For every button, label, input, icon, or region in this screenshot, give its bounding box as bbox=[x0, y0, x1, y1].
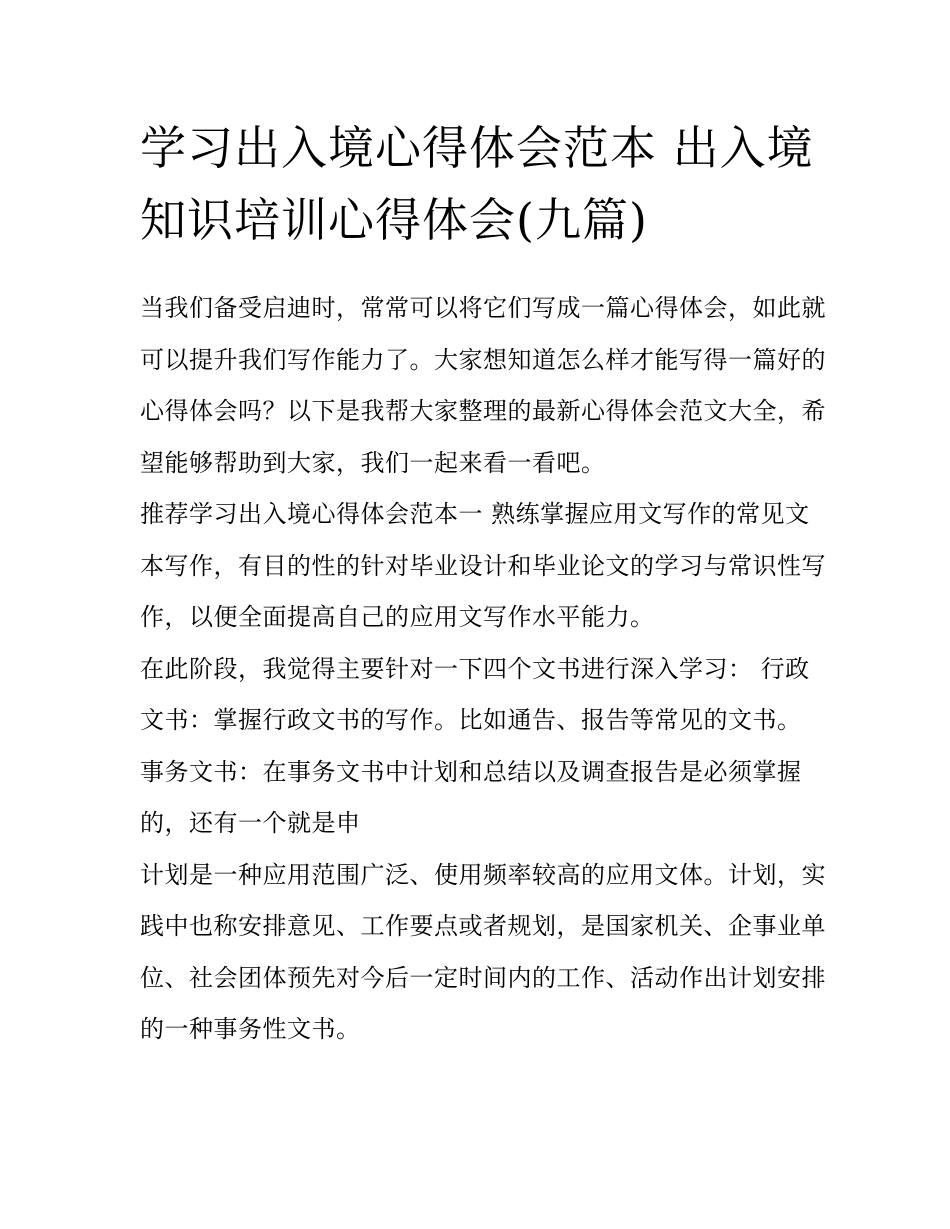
paragraph-stage: 在此阶段，我觉得主要针对一下四个文书进行深入学习： 行政文书：掌握行政文书的写作。比如通告、报告等常见的文书。 bbox=[140, 654, 810, 734]
document-body bbox=[140, 283, 830, 1056]
paragraph-plan: 计划是一种应用范围广泛、使用频率较高的应用文体。计划，实践中也称安排意见、工作要点或者规划，是国家机关、企事业单位、社会团体预先对今后一定时间内的工作、活动作出计划安排的一种事务性文书。 bbox=[140, 860, 826, 1043]
paragraph-affairs: 事务文书：在事务文书中计划和总结以及调查报告是必须掌握的，还有一个就是申 bbox=[140, 757, 802, 837]
paragraph-intro: 当我们备受启迪时，常常可以将它们写成一篇心得体会，如此就可以提升我们写作能力了。大家想知道怎么样才能写得一篇好的心得体会吗？以下是我帮大家整理的最新心得体会范文大全，希望能够帮助到大家，我们一起来看一看吧。 bbox=[140, 294, 826, 477]
paragraph-recommend: 推荐学习出入境心得体会范本一 熟练掌握应用文写作的常见文本写作，有目的性的针对毕业设计和毕业论文的学习与常识性写作，以便全面提高自己的应用文写作水平能力。 bbox=[140, 500, 826, 631]
document-title: 学习出入境心得体会范本 出入境知识培训心得体会(九篇) bbox=[140, 121, 814, 247]
